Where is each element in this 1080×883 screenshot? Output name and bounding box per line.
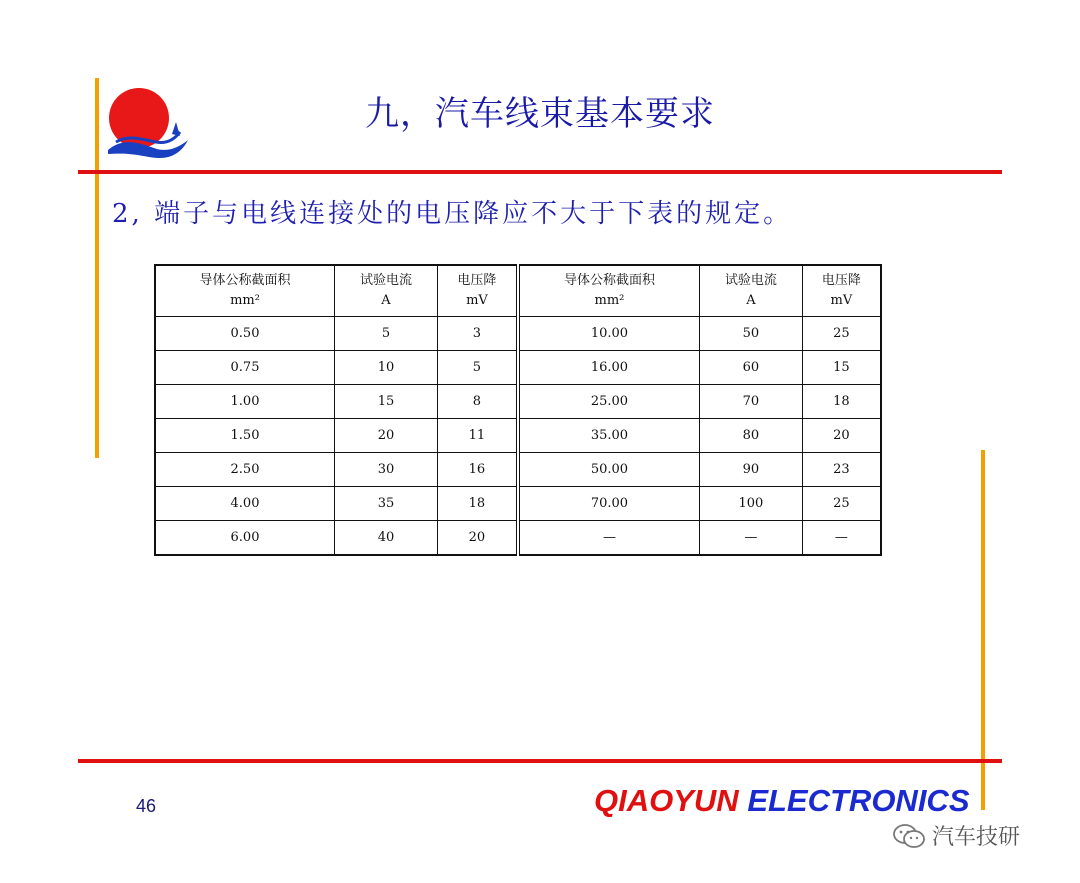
table-cell: 2.50	[155, 453, 335, 487]
brand-logotype	[594, 783, 970, 819]
table-cell: 23	[802, 453, 881, 487]
header-unit: mV	[466, 293, 488, 308]
table-cell: 0.50	[155, 317, 335, 351]
table-cell: 35.00	[518, 419, 699, 453]
table-cell: 1.00	[155, 385, 335, 419]
table-cell: 10	[335, 351, 438, 385]
table-cell: 0.75	[155, 351, 335, 385]
table-row	[155, 419, 881, 453]
table-cell: 18	[802, 385, 881, 419]
voltage-drop-table	[154, 264, 882, 556]
table-cell: 25.00	[518, 385, 699, 419]
table-cell: 35	[335, 487, 438, 521]
header-unit: A	[381, 293, 391, 308]
header-cell	[518, 265, 699, 317]
table-cell: 20	[802, 419, 881, 453]
table-cell: 8	[437, 385, 518, 419]
table-cell: 18	[437, 487, 518, 521]
table-cell: —	[699, 521, 802, 556]
table-cell: 50	[699, 317, 802, 351]
header-unit: mV	[830, 293, 853, 308]
table-cell: 50.00	[518, 453, 699, 487]
table-cell: 90	[699, 453, 802, 487]
header-unit: A	[746, 293, 756, 308]
table-cell: —	[802, 521, 881, 556]
table-cell: 20	[335, 419, 438, 453]
table-cell: 15	[802, 351, 881, 385]
page-title: 九，汽车线束基本要求	[365, 94, 715, 134]
header-name: 电压降	[457, 273, 497, 288]
page-number: 46	[136, 796, 157, 816]
table-cell: 60	[699, 351, 802, 385]
wechat-watermark	[892, 820, 1020, 851]
table-cell: 11	[437, 419, 518, 453]
sun-wave-logo	[106, 82, 192, 168]
header-name: 导体公称截面积	[563, 273, 655, 288]
table-cell: 25	[802, 317, 881, 351]
brand-part-2: ELECTRONICS	[747, 783, 970, 818]
left-orange-bar	[95, 78, 99, 458]
table-cell: 5	[437, 351, 518, 385]
header-cell	[437, 265, 518, 317]
section-subtitle: 2, 端子与电线连接处的电压降应不大于下表的规定。	[112, 199, 793, 229]
header-unit: mm²	[230, 293, 260, 308]
table-cell: 4.00	[155, 487, 335, 521]
table-cell: 10.00	[518, 317, 699, 351]
table-cell: 16.00	[518, 351, 699, 385]
watermark-text: 汽车技研	[932, 825, 1021, 850]
table-row	[155, 453, 881, 487]
header-name: 试验电流	[724, 273, 777, 288]
table-cell: —	[518, 521, 699, 556]
table-cell: 3	[437, 317, 518, 351]
table-cell: 30	[335, 453, 438, 487]
footer-divider	[78, 759, 1002, 763]
table-cell: 70.00	[518, 487, 699, 521]
header-cell	[802, 265, 881, 317]
table-row	[155, 351, 881, 385]
table-row	[155, 385, 881, 419]
table-cell: 100	[699, 487, 802, 521]
table-row	[155, 487, 881, 521]
table-cell: 6.00	[155, 521, 335, 556]
header-unit: mm²	[594, 293, 625, 308]
table-row	[155, 521, 881, 556]
header-cell	[155, 265, 335, 317]
table-cell: 40	[335, 521, 438, 556]
wechat-icon	[892, 823, 926, 849]
header-name: 导体公称截面积	[199, 273, 291, 288]
table-header-row	[155, 265, 881, 317]
table-cell: 20	[437, 521, 518, 556]
right-orange-bar	[981, 450, 985, 810]
header-cell	[699, 265, 802, 317]
table-cell: 5	[335, 317, 438, 351]
table-cell: 25	[802, 487, 881, 521]
header-divider	[78, 170, 1002, 174]
table-cell: 70	[699, 385, 802, 419]
header-cell	[335, 265, 438, 317]
table-row	[155, 317, 881, 351]
table-cell: 16	[437, 453, 518, 487]
header-name: 电压降	[821, 273, 861, 288]
table-cell: 15	[335, 385, 438, 419]
table-cell: 80	[699, 419, 802, 453]
brand-part-1: QIAOYUN	[594, 783, 739, 818]
table-cell: 1.50	[155, 419, 335, 453]
header-name: 试验电流	[359, 273, 412, 288]
